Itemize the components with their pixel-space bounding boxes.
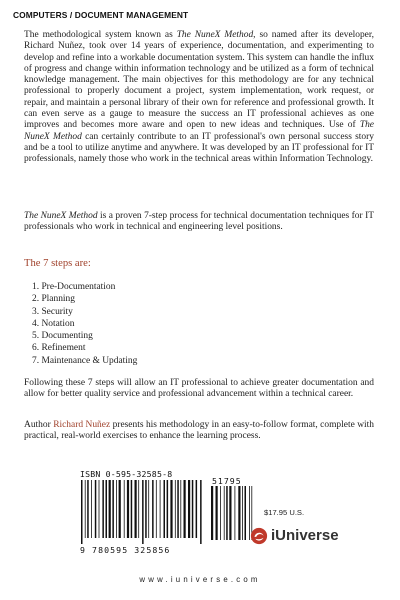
barcode-bar: [109, 480, 111, 538]
barcode-bar: [220, 486, 221, 540]
barcode-bar: [200, 480, 202, 544]
intro-paragraph: [24, 30, 374, 166]
barcode-bar: [164, 480, 166, 538]
barcode-bar: [160, 480, 161, 538]
closing-paragraph: Following these 7 steps will allow an IT professional to achieve greater documentation and allow for better quality service and professional advancement within a technical career.: [24, 378, 374, 400]
author-text: presents his methodology in an easy-to-follow format, complete with practical, real-world exercises to enhance the learning process.: [24, 420, 374, 442]
barcode-bar: [124, 480, 125, 538]
addon-number: 51795: [212, 476, 242, 486]
step-item: 5. Documenting: [32, 331, 93, 342]
isbn-barcode-block: [80, 469, 204, 557]
summary-paragraph: [24, 211, 374, 234]
category-heading: COMPUTERS / DOCUMENT MANAGEMENT: [13, 10, 189, 20]
barcode-bar: [170, 480, 172, 538]
barcode-bar: [229, 486, 231, 540]
method-name: The NuneX Method: [176, 30, 254, 40]
barcode-bar: [216, 486, 218, 540]
barcode-bar: [95, 480, 97, 538]
barcode-bar: [148, 480, 149, 538]
author-paragraph: [24, 420, 374, 443]
step-item: 4. Notation: [32, 318, 75, 329]
intro-text-2: , so named after its developer, Richard Nuñez, took over 14 years of experience, documentation, and experimenting to develop and refine into a workable documentation system. This system can handle the influx of progress and change within information technology and be utilized as a form of technical knowledge management. The main objectives for this methodology are for any technical professional to properly document a project, system implementation, work request, or repair, and maintain a personal library of their own for reference and professional growth. It can even serve as a gauge to measure the success an IT professional achieves as one improves and becomes more aware and open to new ideas and techniques. Use of: [24, 30, 374, 131]
barcode-bar: [102, 480, 104, 538]
method-name-2: The NuneX Method: [24, 120, 374, 142]
barcode-bar: [91, 480, 92, 538]
publisher-logo: [250, 525, 340, 549]
barcode-bar: [242, 486, 243, 540]
barcode-bar: [142, 480, 144, 544]
barcode-bar: [175, 480, 176, 538]
barcode-bar: [99, 480, 100, 538]
iuniverse-swirl-icon: [250, 527, 268, 545]
barcode-bar: [184, 480, 186, 538]
intro-text-3: can certainly contribute to an IT professional's own personal success story and be a tool to utilize anytime and anywhere. It was developed by an IT professional for IT professionals, namely those who work in the technical areas within Information Technology.: [24, 131, 375, 165]
barcode-bar: [138, 480, 139, 538]
barcode-bar: [211, 486, 213, 540]
barcode-bar: [180, 480, 181, 538]
barcode-bar: [156, 480, 157, 538]
ean-number: 9 780595 325856: [80, 545, 171, 555]
summary-method-name: The NuneX Method: [24, 211, 98, 221]
barcode-bar: [116, 480, 117, 538]
barcode-bar: [188, 480, 190, 538]
barcode-bar: [85, 480, 86, 538]
barcode-bar: [177, 480, 179, 538]
price-label: $17.95 U.S.: [264, 508, 305, 517]
step-item: 3. Security: [32, 306, 73, 317]
barcode-bar: [196, 480, 198, 538]
barcode-bar: [152, 480, 154, 538]
step-item: 1. Pre-Documentation: [32, 282, 116, 292]
barcode-bar: [135, 480, 137, 538]
steps-heading: The 7 steps are:: [24, 258, 91, 269]
barcode-bar: [112, 480, 114, 538]
publisher-name: iUniverse: [271, 527, 339, 544]
ean-barcode: [80, 480, 204, 544]
step-item: 2. Planning: [32, 294, 75, 305]
barcode-bar: [81, 480, 83, 544]
barcode-bar: [145, 480, 147, 538]
author-name: Richard Nuñez: [53, 420, 111, 430]
barcode-bar: [224, 486, 225, 540]
barcode-bar: [127, 480, 129, 538]
step-item: 7. Maintenance & Updating: [32, 355, 138, 366]
isbn-label: ISBN 0-595-32585-8: [80, 469, 173, 479]
barcode-bar: [106, 480, 108, 538]
addon-barcode: [210, 486, 254, 540]
barcode-bar: [245, 486, 247, 540]
step-item: 6. Refinement: [32, 343, 86, 354]
barcode-bar: [131, 480, 133, 538]
steps-list: [32, 281, 137, 367]
barcode-bar: [167, 480, 169, 538]
intro-text-1: The methodological system known as: [24, 30, 177, 40]
barcode-bar: [235, 486, 236, 540]
author-prefix: Author: [24, 420, 54, 430]
barcode-bar: [119, 480, 121, 538]
barcode-bar: [192, 480, 194, 538]
barcode-bar: [87, 480, 89, 538]
summary-text: is a proven 7-step process for technical documentation techniques for IT professionals who work in technical and engineering level positions.: [24, 211, 374, 233]
publisher-url[interactable]: www.iuniverse.com: [139, 575, 261, 584]
barcode-bar: [238, 486, 240, 540]
barcode-bar: [226, 486, 228, 540]
